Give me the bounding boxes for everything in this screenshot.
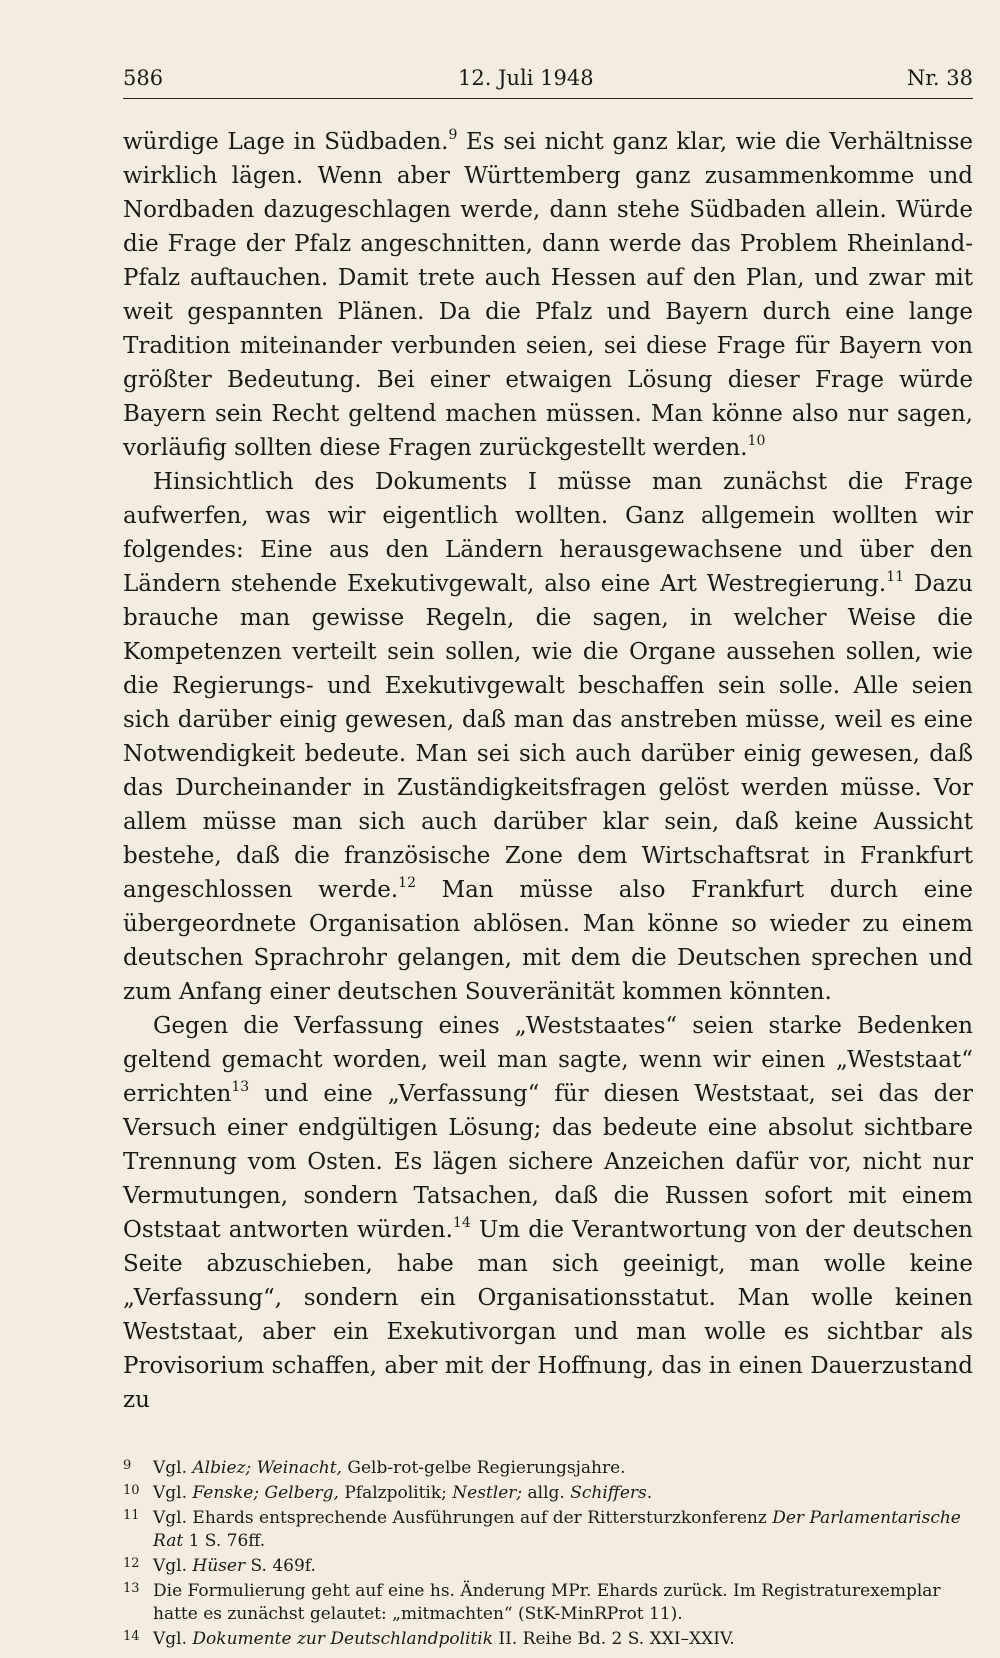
footnote [123, 1457, 973, 1480]
italic-text: Der Parlamentarische Rat [153, 1508, 961, 1551]
footnote [123, 1555, 973, 1578]
footnote-reference: 12 [398, 875, 416, 891]
text-run: Um die Verantwortung von der deutschen Seite abzuschieben, habe man sich geeinigt, man wolle keine „Verfassung“, sondern ein Organisationsstatut. Man wolle keinen Weststaat, aber ein Exekutivorgan und man wolle es sichtbar als Provisorium schaffen, aber mit der Hoffnung, das in einen Dauerzustand zu [123, 1217, 973, 1413]
text-run: Vgl. [153, 1629, 193, 1649]
book-page [123, 66, 973, 1653]
footnote-text [153, 1507, 973, 1553]
text-run: Pfalzpolitik; [338, 1483, 453, 1503]
text-run: Hinsichtlich des Dokuments I müsse man zunächst die Frage aufwerfen, was wir eigentlich wollten. Ganz allgemein wollten wir folgendes: Eine aus den Ländern herausgewachsene und über den Ländern stehende Exekutivgewalt, also eine Art Westregierung. [123, 469, 973, 597]
paragraph [123, 465, 973, 1009]
footnote-reference: 13 [231, 1079, 250, 1095]
italic-text: Nestler; [452, 1483, 523, 1503]
text-run: Dazu brauche man gewisse Regeln, die sagen, in welcher Weise die Kompetenzen verteilt sein sollen, wie die Organe aussehen sollen, wie die Regierungs- und Exekutivgewalt beschaffen sein solle. Alle seien sich darüber einig gewesen, daß man das anstreben müsse, weil es eine Notwendigkeit bedeute. Man sei sich auch darüber einig gewesen, daß das Durcheinander in Zuständigkeitsfragen gelöst werden müsse. Vor allem müsse man sich auch darüber klar sein, daß keine Aussicht bestehe, daß die französische Zone dem Wirtschaftsrat in Frankfurt angeschlossen werde. [123, 571, 973, 903]
italic-text: Albiez; Weinacht, [192, 1458, 342, 1478]
text-run: Vgl. Ehards entsprechende Ausführungen auf der Rittersturzkonferenz [153, 1508, 773, 1528]
footnote-number: 10 [123, 1483, 140, 1498]
paragraph [123, 125, 973, 465]
italic-text: Schiffers. [570, 1483, 653, 1503]
text-run: S. 469f. [245, 1556, 316, 1576]
header-date: 12. Juli 1948 [458, 66, 594, 90]
italic-text: Hüser [192, 1556, 246, 1576]
text-run: Vgl. [153, 1556, 193, 1576]
paragraph [123, 1009, 973, 1417]
footnote [123, 1628, 973, 1651]
footnote-number: 12 [123, 1556, 140, 1571]
main-text [123, 125, 973, 1417]
footnote-reference: 14 [452, 1215, 471, 1231]
footnote-text [153, 1482, 973, 1505]
footnote-reference: 10 [747, 433, 766, 449]
text-run: Gegen die Verfassung eines „Weststaates“ seien starke Bedenken geltend gemacht worden, weil man sagte, wenn wir einen „Weststaat“ errichten [123, 1013, 973, 1107]
footnote-text [153, 1580, 973, 1626]
footnotes [123, 1457, 973, 1651]
footnote [123, 1482, 973, 1505]
footnote-number: 14 [123, 1629, 140, 1644]
footnote [123, 1580, 973, 1626]
footnote-number: 13 [123, 1581, 140, 1596]
text-run: und eine „Verfassung“ für diesen Weststaat, sei das der Versuch einer endgültigen Lösung; das bedeute eine absolut sichtbare Trennung vom Osten. Es lägen sichere Anzeichen dafür vor, nicht nur Vermutungen, sondern Tatsachen, daß die Russen sofort mit einem Oststaat antworten würden. [123, 1081, 973, 1243]
text-run: Es sei nicht ganz klar, wie die Verhältnisse wirklich lägen. Wenn aber Württemberg ganz zusammenkomme und Nordbaden dazugeschlagen werde, dann stehe Südbaden allein. Würde die Frage der Pfalz angeschnitten, dann werde das Problem Rheinland-Pfalz auftauchen. Damit trete auch Hessen auf den Plan, und zwar mit weit gespannten Plänen. Da die Pfalz und Bayern durch eine lange Tradition miteinander verbunden seien, sei diese Frage für Bayern von größter Bedeutung. Bei einer etwaigen Lösung dieser Frage würde Bayern sein Recht geltend machen müssen. Man könne also nur sagen, vorläufig sollten diese Fragen zurückgestellt werden. [123, 129, 973, 461]
footnote-text [153, 1555, 973, 1578]
document-number: Nr. 38 [906, 66, 973, 90]
italic-text: Fenske; Gelberg, [192, 1483, 339, 1503]
text-run: II. Reihe Bd. 2 S. XXI–XXIV. [493, 1629, 735, 1649]
text-run: allg. [522, 1483, 571, 1503]
italic-text: Dokumente zur Deutschlandpolitik [192, 1629, 494, 1649]
text-run: Die Formulierung geht auf eine hs. Änderung MPr. Ehards zurück. Im Registraturexemplar hatte es zunächst gelautet: „mitmachten“ (StK-MinRProt 11). [153, 1581, 941, 1624]
text-run: Man müsse also Frankfurt durch eine übergeordnete Organisation ablösen. Man könne so wieder zu einem deutschen Sprachrohr gelangen, mit dem die Deutschen sprechen und zum Anfang einer deutschen Souveränität kommen könnten. [123, 877, 973, 1005]
running-header [123, 66, 973, 99]
footnote-text [153, 1628, 973, 1651]
footnote-number: 9 [123, 1458, 132, 1473]
page-number: 586 [123, 66, 164, 90]
footnote-number: 11 [123, 1508, 140, 1523]
text-run: Gelb-rot-gelbe Regierungsjahre. [341, 1458, 626, 1478]
text-run: Vgl. [153, 1458, 193, 1478]
text-run: 1 S. 76ff. [183, 1531, 266, 1551]
footnote-reference: 9 [448, 127, 458, 143]
text-run: würdige Lage in Südbaden. [123, 129, 449, 155]
footnote-text [153, 1457, 973, 1480]
footnote [123, 1507, 973, 1553]
text-run: Vgl. [153, 1483, 193, 1503]
footnote-reference: 11 [886, 569, 905, 585]
